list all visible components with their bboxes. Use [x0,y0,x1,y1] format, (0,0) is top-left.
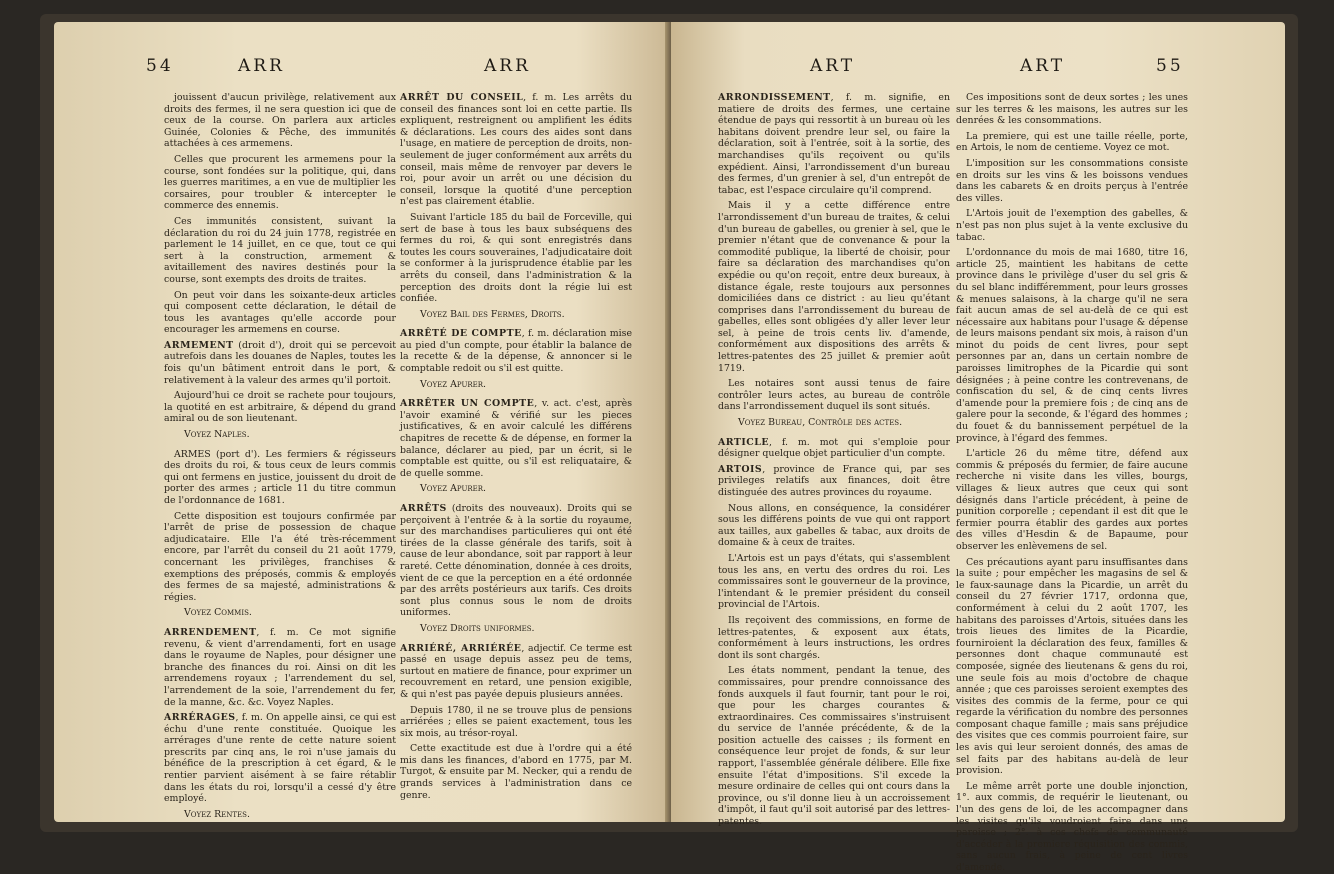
paragraph: Ces immunités consistent, suivant la déclaration du roi du 24 juin 1778, registrée en parlement le 14 juillet, en ce que, tout ce qui sert à la construction, armement & avitaillement des navires destinés pour la course, sont exempts des droits de traites. [164,215,396,285]
paragraph: Aujourd'hui ce droit se rachete pour toujours, la quotité en est arbitraire, & dépend du grand amiral ou de son lieutenant. [164,390,396,425]
paragraph: ARMES (port d'). Les fermiers & régisseurs des droits du roi, & tous ceux de leurs commis qui ont fermens en justice, jouissent du droit de porter des armes ; article 11 du titre commun de l'ordonnance de 1681. [164,448,396,506]
paragraph: Celles que procurent les armemens pour la course, sont fondées sur la politique, qui, dans les guerres maritimes, a en vue de multiplier les corsaires, pour troubler & intercepter le commerce des ennemis. [164,153,396,212]
dictionary-entry [718,464,950,499]
entry-text: , f. m. Ce mot signifie revenu, & vient d'arrendamenti, fort en usage dans le royaume de Naples, pour désigner une branche des finances du roi. Ainsi on dit les arrendemens royaux ; l'arrendement du sel, l'arrendement de la soie, l'arrendement du fer, de la manne, &c. &c. Voyez Naples. [164,626,396,708]
entry-headword: ARTOIS [718,463,763,475]
left-page-number: 54 [146,56,174,76]
right-column-1 [718,92,950,828]
left-header-word-center: ARR [484,56,531,76]
entry-headword: ARMEMENT [164,339,234,351]
entry-text: , f. m. déclaration mise au pied d'un compte, pour établir la balance de la recette & de la dépense, & annoncer si le comptable redoit ou s'il est quitte. [400,328,633,375]
right-header-word: ART [1020,56,1066,76]
left-column-1 [164,92,396,820]
dictionary-entry [400,643,632,701]
paragraph: L'ordonnance du mois de mai 1680, titre 16, article 25, maintient les habitans de cette province dans le privilège d'user du sel gris & du sel blanc indifféremment, pour leurs grosses & menues salaisons, à la charge qu'il ne sera fait aucun amas de sel au-delà de ce qui est nécessaire aux habitans pour l'usage & dépense de leurs maisons pendant six mois, à raison d'un minot du poids de cent livres, pour sept personnes par an, dans un certain nombre de paroisses limitrophes de la Picardie qui sont désignées ; à peine contre les contrevenans, de confiscation du sel, & de cinq cents livres d'amende pour la premiere fois ; de cinq ans de galere pour la seconde, & l'égard des hommes ; du fouet & du bannissement perpétuel de la province, à l'égard des femmes. [956,247,1188,444]
right-header-word-center: ART [810,56,856,76]
dictionary-entry [164,627,396,708]
entry-text: (droits des nouveaux). Droits qui se perçoivent à l'entrée & à la sortie du royaume, sur des marchandises particulieres qui ont été tirées de la classe générale des tarifs, soit à cause de leur abondance, soit par rapport à leur rareté. Cette dénomination, donnée à ces droits, vient de ce que la perception en a été ordonnée par des arrêts postérieurs aux tarifs. Ces droits sont plus connus sous le nom de droits uniformes. [400,503,632,619]
entry-text: , f. m. mot qui s'emploie pour désigner quelque objet particulier d'un compte. [718,436,950,460]
cross-reference: Voyez Bureau, Contrôle des actes. [738,417,903,429]
entry-headword: ARRÊTÉ DE COMPTE [400,328,522,340]
entry-text: , adjectif. Ce terme est passé en usage depuis assez peu de tems, surtout en matiere de finance, pour exprimer un recouvrement en retard, une pension exigible, & qui n'est pas payée depuis plusieurs années. [400,642,632,700]
cross-reference: Voyez Apurer. [420,378,486,390]
paragraph: L'article 26 du même titre, défend aux commis & préposés du fermier, de faire aucune recherche ni visite dans les villes, bourgs, villages & lieux autres que ceux qui sont désignés dans l'article précédent, à peine de punition corporelle ; cependant il est dit que le fermier pourra établir des gardes aux portes des villes d'Hesdin & de Bapaume, pour observer les enlèvemens de sel. [956,448,1188,552]
entry-text: , province de France qui, par ses privileges relatifs aux finances, doit être distinguée des autres provinces du royaume. [718,463,950,498]
entry-headword: ARTICLE [718,436,769,448]
entry-headword: ARRÊTER UN COMPTE [400,398,535,410]
paragraph: L'imposition sur les consommations consiste en droits sur les vins & les boissons vendues dans les cabarets & en droits perçus à l'entrée des villes. [956,157,1188,204]
dictionary-entry [400,92,632,208]
cross-reference: Voyez Naples. [184,429,250,441]
entry-headword: ARRIÉRÉ, ARRIÉRÉE [400,642,522,654]
paragraph: Mais il y a cette différence entre l'arrondissement d'un bureau de traites, & celui d'un bureau de gabelles, ou grenier à sel, que le premier n'étant que de convenance & pour la commodité publique, la liberté de choisir, pour faire sa déclaration des marchandises qu'on expédie ou qu'on reçoit, entre deux bureaux, à distance égale, reste toujours aux personnes domiciliées dans ce district : au lieu qu'étant comprises dans l'arrondissement du bureau de gabelles, elles sont obligées d'y aller lever leur sel, à peine de trois cents liv. d'amende, conformément aux dispositions des arrêts & lettres-patentes des 25 juillet & premier août 1719. [718,200,950,374]
dictionary-entry [400,503,632,619]
entry-text: , v. act. c'est, après l'avoir examiné & vérifié sur les pieces justificatives, & en avoir calculé les différens chapitres de recette & de dépense, en former la balance, déclarer au pied, par un écrit, si le comptable est quitte, ou s'il est reliquataire, & de quelle somme. [400,398,633,479]
paragraph: Cette disposition est toujours confirmée par l'arrêt de prise de possession de chaque adjudicataire. Elle l'a été très-récemment encore, par l'arrêt du conseil du 21 août 1779, concernant les privilèges, franchises & exemptions des préposés, commis & employés des fermes de sa majesté, administrations & régies. [164,510,396,603]
dictionary-entry [164,340,396,386]
dictionary-entry [164,712,396,805]
left-page-header [146,56,626,86]
right-page-number: 55 [1156,56,1184,76]
entry-text: , f. m. signifie, en matiere de droits des fermes, une certaine étendue de pays qui ressortit à un bureau où les habitans doivent prendre leur sel, ou faire la déclaration, soit à l'entrée, soit à la sortie, des marchandises qu'ils reçoivent ou qu'ils expédient. Ainsi, l'arrondissement d'un bureau des fermes, d'un grenier à sel, d'un entrepôt de tabac, est l'espace circulaire qu'il comprend. [718,92,950,196]
left-column-2 [400,92,633,801]
left-header-word: ARR [238,56,285,76]
dictionary-entry [718,92,950,196]
entry-headword: ARRÊT DU CONSEIL [400,92,524,103]
paragraph: Nous allons, en conséquence, la considérer sous les différens points de vue qui ont rapport aux tailles, aux gabelles & tabac, aux droits de domaine & à ceux de traites. [718,502,950,549]
paragraph: Les états nomment, pendant la tenue, des commissaires, pour prendre connoissance des fonds auxquels il faut fournir, tant pour le roi, que pour les charges courantes & extraordinaires. Ces commissaires s'instruisent du service de l'année précédente, & de la position actuelle des caisses ; ils forment en conséquence leur projet de fonds, & sur leur rapport, l'assemblée générale délibere. Elle fixe ensuite l'état d'impositions. S'il excede la mesure ordinaire de celles qui ont cours dans la province, ou s'il donne lieu à un accroissement d'impôt, il faut qu'il soit autorisé par des lettres-patentes. [718,665,950,828]
paragraph: La premiere, qui est une taille réelle, porte, en Artois, le nom de centieme. Voyez ce mot. [956,130,1188,154]
paragraph: Les notaires sont aussi tenus de faire contrôler leurs actes, au bureau de contrôle dans l'arrondissement duquel ils sont situés. [718,378,950,413]
entry-text: , f. m. On appelle ainsi, ce qui est échu d'une rente constituée. Quoique les arrérages d'une rente de cette nature soient prescrits par cinq ans, le roi n'use jamais du bénéfice de la prescription à cet égard, & le rentier parvient aisément à se faire rétablir dans les états du roi, lorsqu'il a cessé d'y être employé. [164,712,396,805]
cross-reference: Voyez Commis. [184,607,252,619]
paragraph: Cette exactitude est due à l'ordre qui a été mis dans les finances, d'abord en 1775, par M. Turgot, & ensuite par M. Necker, qui a rendu de grands services à l'administration dans ce genre. [400,743,632,801]
paragraph: Le même arrêt porte une double injonction, 1°. aux commis, de requérir le lieutenant, ou l'un des gens de loi, de les accompagner dans les visites qu'ils voudroient faire dans une paroisse ; 2°. à ces chefs de communauté d'accéder à la premiere réquisition des commis, sans aucun frais, à peine de cent livres d'amende. [956,780,1188,873]
dictionary-entry [400,328,632,374]
right-column-2 [956,92,1188,873]
paragraph: L'Artois est un pays d'états, qui s'assemblent tous les ans, en vertu des ordres du roi. Les commissaires sont le gouverneur de la province, l'intendant & le premier président du conseil provincial de l'Artois. [718,552,950,611]
cross-reference: Voyez Bail des Fermes, Droits. [420,308,565,320]
paragraph: Ces impositions sont de deux sortes ; les unes sur les terres & les maisons, les autres sur les denrées & les consommations. [956,92,1188,127]
paragraph: Ces précautions ayant paru insuffisantes dans la suite ; pour empêcher les magasins de sel & le faux-saunage dans la Picardie, un arrêt du conseil du 27 février 1717, ordonna que, conformément à celui du 2 août 1707, les habitans des paroisses d'Artois, situées dans les trois lieues des limites de la Picardie, fourniroient la déclaration des feux, familles & personnes dont chaque communauté est composée, signée des lieutenans & gens du roi, une seule fois au mois d'octobre de chaque année ; que ces paroisses seroient exemptes des visites des commis de la ferme, pour ce qui regarde la vérification du nombre des personnes composant chaque famille ; mais sans préjudice des visites que ces commis pourroient faire, sur les avis qui leur seroient donnés, des amas de sel faits par des habitans au-delà de leur provision. [956,556,1188,777]
cross-reference: Voyez Rentes. [184,808,250,820]
entry-text: , f. m. Les arrêts du conseil des finances sont loi en cette partie. Ils expliquent, restreignent ou amplifient les édits & déclarations. Les cours des aides sont dans l'usage, en matiere de perception de droits, non-seulement de juger conformément aux arrêts du conseil, mais même de renvoyer par devers le roi, pour avoir un arrêt ou une décision du conseil, lorsque la quotité d'une perception n'est pas clairement établie. [400,92,632,208]
entry-headword: ARRONDISSEMENT [718,92,831,103]
entry-headword: ARRÊTS [400,503,447,514]
right-page-header [810,56,1290,86]
paragraph: jouissent d'aucun privilège, relativement aux droits des fermes, il ne sera question ici que de ceux de la course. On parlera aux articles Guinée, Colonies & Pêche, des immunités attachées à ces armemens. [164,92,396,150]
dictionary-entry [718,437,950,460]
paragraph: Depuis 1780, il ne se trouve plus de pensions arriérées ; elles se paient exactement, tous les six mois, au trésor-royal. [400,704,632,739]
paragraph: Ils reçoivent des commissions, en forme de lettres-patentes, & exposent aux états, conformément à leurs instructions, les ordres dont ils sont chargés. [718,614,950,661]
entry-headword: ARRÉRAGES [164,712,236,724]
entry-headword: ARRENDEMENT [164,626,257,638]
paragraph: On peut voir dans les soixante-deux articles qui composent cette déclaration, le détail de tous les avantages qu'elle accorde pour encourager les armemens en course. [164,289,396,336]
paragraph: Suivant l'article 185 du bail de Forceville, qui sert de base à tous les baux subséquens des fermes du roi, & qui sont enregistrés dans toutes les cours souveraines, l'adjudicataire doit se conformer à la jurisprudence établie par les arrêts du conseil, dans l'administration & la perception des droits dont la régie lui est confiée. [400,211,632,305]
cross-reference: Voyez Droits uniformes. [420,622,535,634]
dictionary-entry [400,398,632,479]
cross-reference: Voyez Apurer. [420,483,486,495]
entry-text: (droit d'), droit qui se percevoit autrefois dans les douanes de Naples, toutes les fois qu'un bâtiment entroit dans le port, & relativement à la valeur des armes qu'il portoit. [164,339,396,386]
paragraph: L'Artois jouit de l'exemption des gabelles, & n'est pas non plus sujet à la vente exclusive du tabac. [956,208,1188,243]
